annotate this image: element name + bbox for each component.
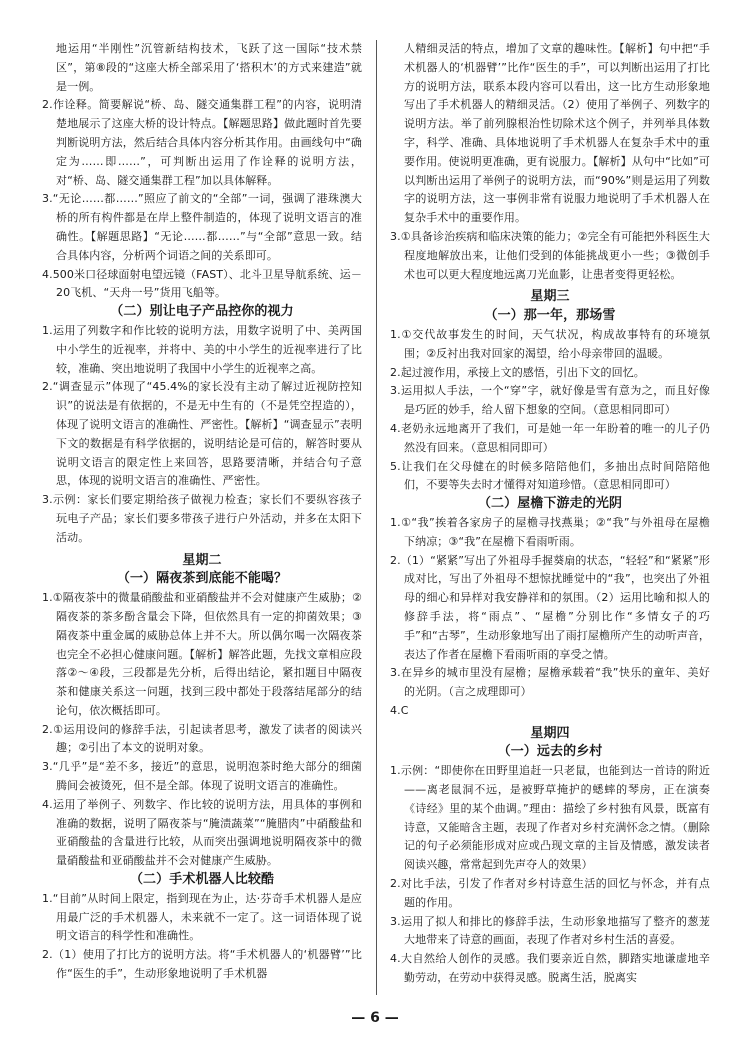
answer-item: 2.①运用设问的修辞手法，引起读者思考，激发了读者的阅读兴趣；②引出了本文的说明对象。 bbox=[42, 722, 362, 755]
section-heading: （二）别让电子产品控你的视力 bbox=[110, 304, 294, 320]
section-heading: （一）远去的乡村 bbox=[497, 744, 603, 760]
day-heading: 星期二 bbox=[182, 552, 222, 568]
answer-item: 1.①隔夜茶中的微量硝酸盐和亚硝酸盐并不会对健康产生威胁；②隔夜茶的茶多酚含量会下降，但依然具有一定的抑菌效果；③隔夜茶中重金属的威胁总体上并不大。所以偶尔喝一次隔夜茶也完全不必担心健康问题。【解析】解答此题，先找文章相应段落②～④段，三段都是先分析，后得出结论，紧扣题目中隔夜茶和健康关系这一问题，找到三段中都处于段落结尾部分的结论句，依次概括即可。 bbox=[42, 591, 362, 717]
answer-item: 2.作诠释。简要解说“桥、岛、隧交通集群工程”的内容，说明清楚地展示了这座大桥的设计特点。【解题思路】做此题时首先要判断说明方法，然后结合具体内容分析其作用。由画线句中“确定为……即……”，可判断出运用了作诠释的说明方法，对“桥、岛、隧交通集群工程”加以具体解释。 bbox=[42, 98, 362, 187]
answer-item: 4.大自然给人创作的灵感。我们要亲近自然，脚踏实地谦虚地辛勤劳动，在劳动中获得灵感。脱离生活，脱离实 bbox=[390, 952, 710, 985]
section-heading: （二）手术机器人比较酷 bbox=[129, 872, 275, 888]
answer-item: 2.对比手法，引发了作者对乡村诗意生活的回忆与怀念，并有点题的作用。 bbox=[390, 877, 710, 909]
right-column bbox=[390, 40, 710, 988]
page-number: — 6 — bbox=[351, 1010, 399, 1026]
answer-item: 5.让我们在父母健在的时候多陪陪他们，多抽出点时间陪陪他们，不要等失去时才懂得对知道珍惜。（意思相同即可） bbox=[390, 459, 710, 492]
answer-item: 3.在异乡的城市里没有屋檐；屋檐承载着“我”快乐的童年、美好的光阴。（言之成理即可） bbox=[390, 666, 710, 699]
answer-item: 3.示例：家长们要定期给孩子做视力检查；家长们不要纵容孩子玩电子产品；家长们要多带孩子进行户外活动，并多在太阳下活动。 bbox=[42, 493, 362, 544]
answer-item: 1.①交代故事发生的时间，天气状况，构成故事特有的环境氛围；②反衬出我对回家的渴望，给小母亲带回的温暖。 bbox=[390, 327, 710, 360]
left-column bbox=[42, 40, 362, 984]
answer-item: 4.运用了举例子、列数字、作比较的说明方法，用具体的事例和准确的数据，说明了隔夜茶与“腌渍蔬菜”“腌腊肉”中硝酸盐和亚硝酸盐的含量进行比较，从而突出强调地说明隔夜茶中的微量硝酸盐和亚硝酸盐并不会对健康产生威胁。 bbox=[42, 797, 362, 868]
section-heading: （一）隔夜茶到底能不能喝？ bbox=[116, 571, 288, 587]
answer-item: 3.“无论……都……”照应了前文的“全部”一词，强调了港珠澳大桥的所有构件都是在岸上整件制造的，体现了说明文语言的准确性。【解题思路】“无论……都……”与“全部”意思一致。结合具体内容，分析两个词语之间的关系即可。 bbox=[42, 192, 362, 262]
answer-item: 2.（1）“紧紧”写出了外祖母手握葵扇的状态，“轻轻”和“紧紧”形成对比，写出了外祖母不想惊扰睡觉中的“我”，也突出了外祖母的细心和异样对我安静祥和的氛围。（2）运用比喻和拟人的修辞手法，将“雨点”、“屋檐”分别比作“多情女子的巧手”和“古琴”，生动形象地写出了雨打屋檐所产生的动听声音，表达了作者在屋檐下看雨听雨的享受之情。 bbox=[390, 553, 710, 661]
answer-item: 2.起过渡作用，承接上文的感悟，引出下文的回忆。 bbox=[390, 365, 645, 379]
answer-item: 1.运用了列数字和作比较的说明方法，用数字说明了中、美两国中小学生的近视率，并将中、美的中小学生的近视率进行了比较，准确、突出地说明了我国中小学生的近视率之高。 bbox=[42, 323, 362, 375]
answer-paragraph: 人精细灵活的特点，增加了文章的趣味性。【解析】句中把“手术机器人的‘机器臂’”比作“医生的手”，可以判断出运用了打比方的说明方法，联系本段内容可以看出，这一比方生动形象地写出了手术机器人的精细灵活。（2）使用了举例子、列数字的说明方法。举了前列腺根治性切除术这个例子，并列举具体数字，科学、准确、具体地说明了手术机器人在复杂手术中的重要作用。使说明更准确，更有说服力。【解析】从句中“比如”可以判断出运用了举例子的说明方法，而“90%”则是运用了列数字的说明方法，这一事例非常有说服力地说明了手术机器人在复杂手术中的重要作用。 bbox=[404, 42, 710, 225]
answer-paragraph: 地运用“半刚性”沉管新结构技术，飞跃了这一国际“技术禁区”，第⑧段的“这座大桥全部采用了‘搭积木’的方式来建造”就是一例。 bbox=[56, 42, 362, 93]
answer-item: 1.示例：“即使你在田野里追赶一只老鼠，也能到达一首诗的附近——离老鼠洞不远，是被野草掩护的蟋蟀的琴房，正在演奏《诗经》里的某个曲调。”理由：描绘了乡村独有风景，既富有诗意，又能暗含主题，表现了作者对乡村充满怀念之情。（删除记的句子必须能形成对应或凸现文章的主旨及情感，激发读者阅读兴趣，常常起到先声夺人的效果） bbox=[390, 764, 710, 872]
answer-item: 2.（1）使用了打比方的说明方法。将“手术机器人的‘机器臂’”比作“医生的手”，生动形象地说明了手术机器 bbox=[42, 948, 362, 981]
answer-item: 2.“调查显示”体现了“45.4%的家长没有主动了解过近视防控知识”的说法是有依据的，不是无中生有的（不是凭空捏造的），体现了说明文语言的准确性、严密性。【解析】“调查显示”表明下文的数据是有科学依据的，说明结论是可信的，解答时要从说明文语言的限定性上来回答，思路要清晰，并结合句子意思，体现的说明文语言的准确性、严密性。 bbox=[42, 380, 362, 488]
answer-item: 3.运用了拟人和排比的修辞手法，生动形象地描写了整齐的葱茏大地带来了诗意的画面，表现了作者对乡村生活的喜爱。 bbox=[390, 914, 710, 947]
answer-item: 3.①具备诊治疾病和临床决策的能力；②完全有可能把外科医生大程度地解放出来，让他们受到的体能挑战更小一些；③微创手术也可以更大程度地远离刀光血影，让患者变得更轻松。 bbox=[390, 229, 710, 281]
answer-item: 3.运用拟人手法，一个“穿”字，就好像是雪有意为之，而且好像是巧匠的妙手，给人留下想象的空间。（意思相同即可） bbox=[390, 384, 710, 417]
answer-item: 4.C bbox=[390, 703, 409, 717]
answer-item: 4.500米口径球面射电望远镜（FAST）、北斗卫星导航系统、运－20飞机、“天舟一号”货用飞船等。 bbox=[42, 267, 362, 300]
section-heading: （二）屋檐下游走的光阴 bbox=[477, 496, 623, 512]
answer-item: 3.“几乎”是“差不多，接近”的意思，说明泡茶时绝大部分的细菌腾间会被烫死，但不是全部。体现了说明文语言的准确性。 bbox=[42, 760, 362, 793]
answer-item: 1.“目前”从时间上限定，指到现在为止，达·芬奇手术机器人是应用最广泛的手术机器人，未来就不一定了。这一词语体现了说明文语言的科学性和准确性。 bbox=[42, 891, 362, 943]
answer-item: 4.老奶永远地离开了我们，可是她一年一年盼着的唯一的儿子仍然没有回来。（意思相同即可） bbox=[390, 421, 710, 454]
column-divider bbox=[376, 40, 377, 995]
day-heading: 星期四 bbox=[530, 725, 570, 741]
answer-item: 1.①“我”挨着各家房子的屋檐寻找燕巢；②“我”与外祖母在屋檐下纳凉；③“我”在屋檐下看雨听雨。 bbox=[390, 515, 710, 548]
day-heading: 星期三 bbox=[530, 289, 570, 305]
section-heading: （一）那一年，那场雪 bbox=[484, 308, 616, 324]
